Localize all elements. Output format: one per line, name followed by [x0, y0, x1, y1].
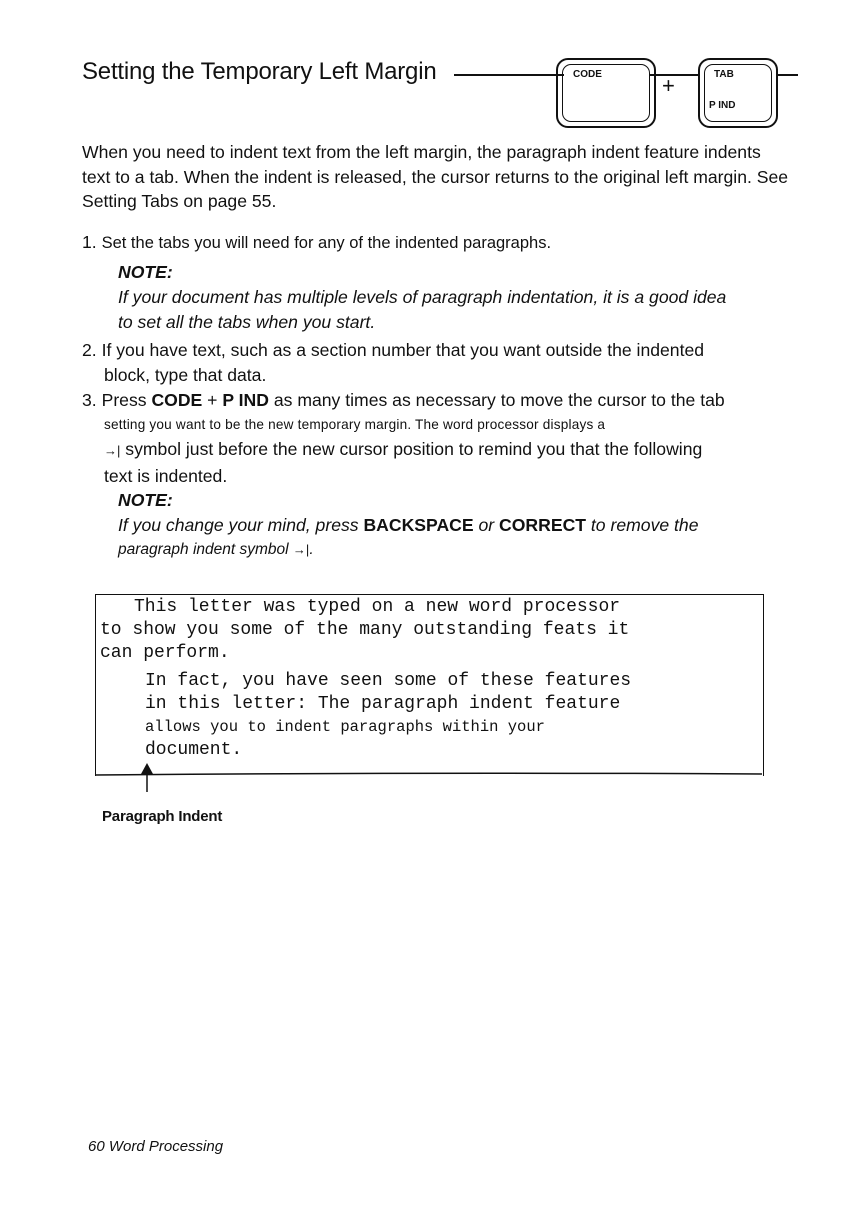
note-line: to set all the tabs when you start. [118, 311, 376, 332]
figure-caption: Paragraph Indent [102, 808, 223, 825]
heading-rule [454, 74, 564, 76]
step-text-cont: block, type that data. [104, 364, 267, 385]
page-footer: 60 Word Processing [88, 1138, 224, 1155]
indent-symbol-icon: →| [292, 541, 310, 557]
note-line: paragraph indent symbol [118, 540, 293, 558]
note-line: If your document has multiple levels of paragraph indentation, it is a good idea [118, 287, 727, 307]
tab-key-label: TAB [714, 69, 734, 80]
note-label: NOTE: [118, 262, 173, 282]
step-text: If you have text, such as a section number that you want outside the indented [101, 340, 705, 360]
correct-key-ref: CORRECT [499, 515, 587, 535]
pind-key-label: P IND [709, 100, 736, 111]
note-line: to remove the [586, 515, 699, 535]
tab-pind-key-icon [698, 58, 778, 128]
plus-text: + [202, 390, 223, 410]
indent-symbol-icon: →| [104, 443, 121, 458]
plus-sign: + [662, 73, 675, 98]
heading-rule-end [776, 74, 798, 76]
step-number: 2. [82, 340, 97, 360]
sample-line: allows you to indent paragraphs within your [145, 718, 545, 736]
step-3 [82, 388, 812, 488]
step-text-cont: symbol just before the new cursor position to remind you that the following [120, 439, 703, 459]
sample-line: can perform. [100, 643, 230, 663]
step-text: as many times as necessary to move the cursor to the tab [268, 390, 725, 410]
code-key-ref: CODE [151, 390, 203, 410]
sample-line: in this letter: The paragraph indent feature [145, 694, 621, 714]
step-number: 3. [82, 390, 97, 410]
page-title: Setting the Temporary Left Margin [82, 58, 437, 85]
step-1 [82, 230, 802, 256]
sample-line: to show you some of the many outstanding feats it [100, 620, 630, 640]
step-text: Press [101, 390, 152, 410]
step-number: 1. [82, 232, 97, 252]
sample-line: In fact, you have seen some of these features [145, 671, 632, 691]
note-text [118, 285, 808, 334]
intro-paragraph: When you need to indent text from the left margin, the paragraph indent feature indents text to a tab. When the indent is released, the cursor returns to the original left margin. See Setting Tabs on page 55. [82, 142, 789, 211]
sample-line: document. [145, 740, 243, 760]
note-line: . [309, 540, 314, 558]
step-text-cont: setting you want to be the new temporary margin. The word processor displays a [104, 416, 606, 432]
pind-key-ref: P IND [222, 390, 269, 410]
note-line: If you change your mind, press [118, 515, 364, 535]
indent-arrow-icon [95, 760, 765, 800]
note-text [118, 513, 808, 562]
code-key-label: CODE [573, 69, 602, 80]
code-key-icon [556, 58, 656, 128]
step-text-cont: text is indented. [104, 465, 228, 486]
heading-rule-mid [650, 74, 700, 76]
note-label: NOTE: [118, 490, 173, 510]
note-line: or [473, 515, 500, 535]
step-2 [82, 338, 802, 387]
sample-line: This letter was typed on a new word processor [134, 597, 621, 617]
backspace-key-ref: BACKSPACE [363, 515, 474, 535]
step-text: Set the tabs you will need for any of the indented paragraphs. [101, 234, 552, 252]
